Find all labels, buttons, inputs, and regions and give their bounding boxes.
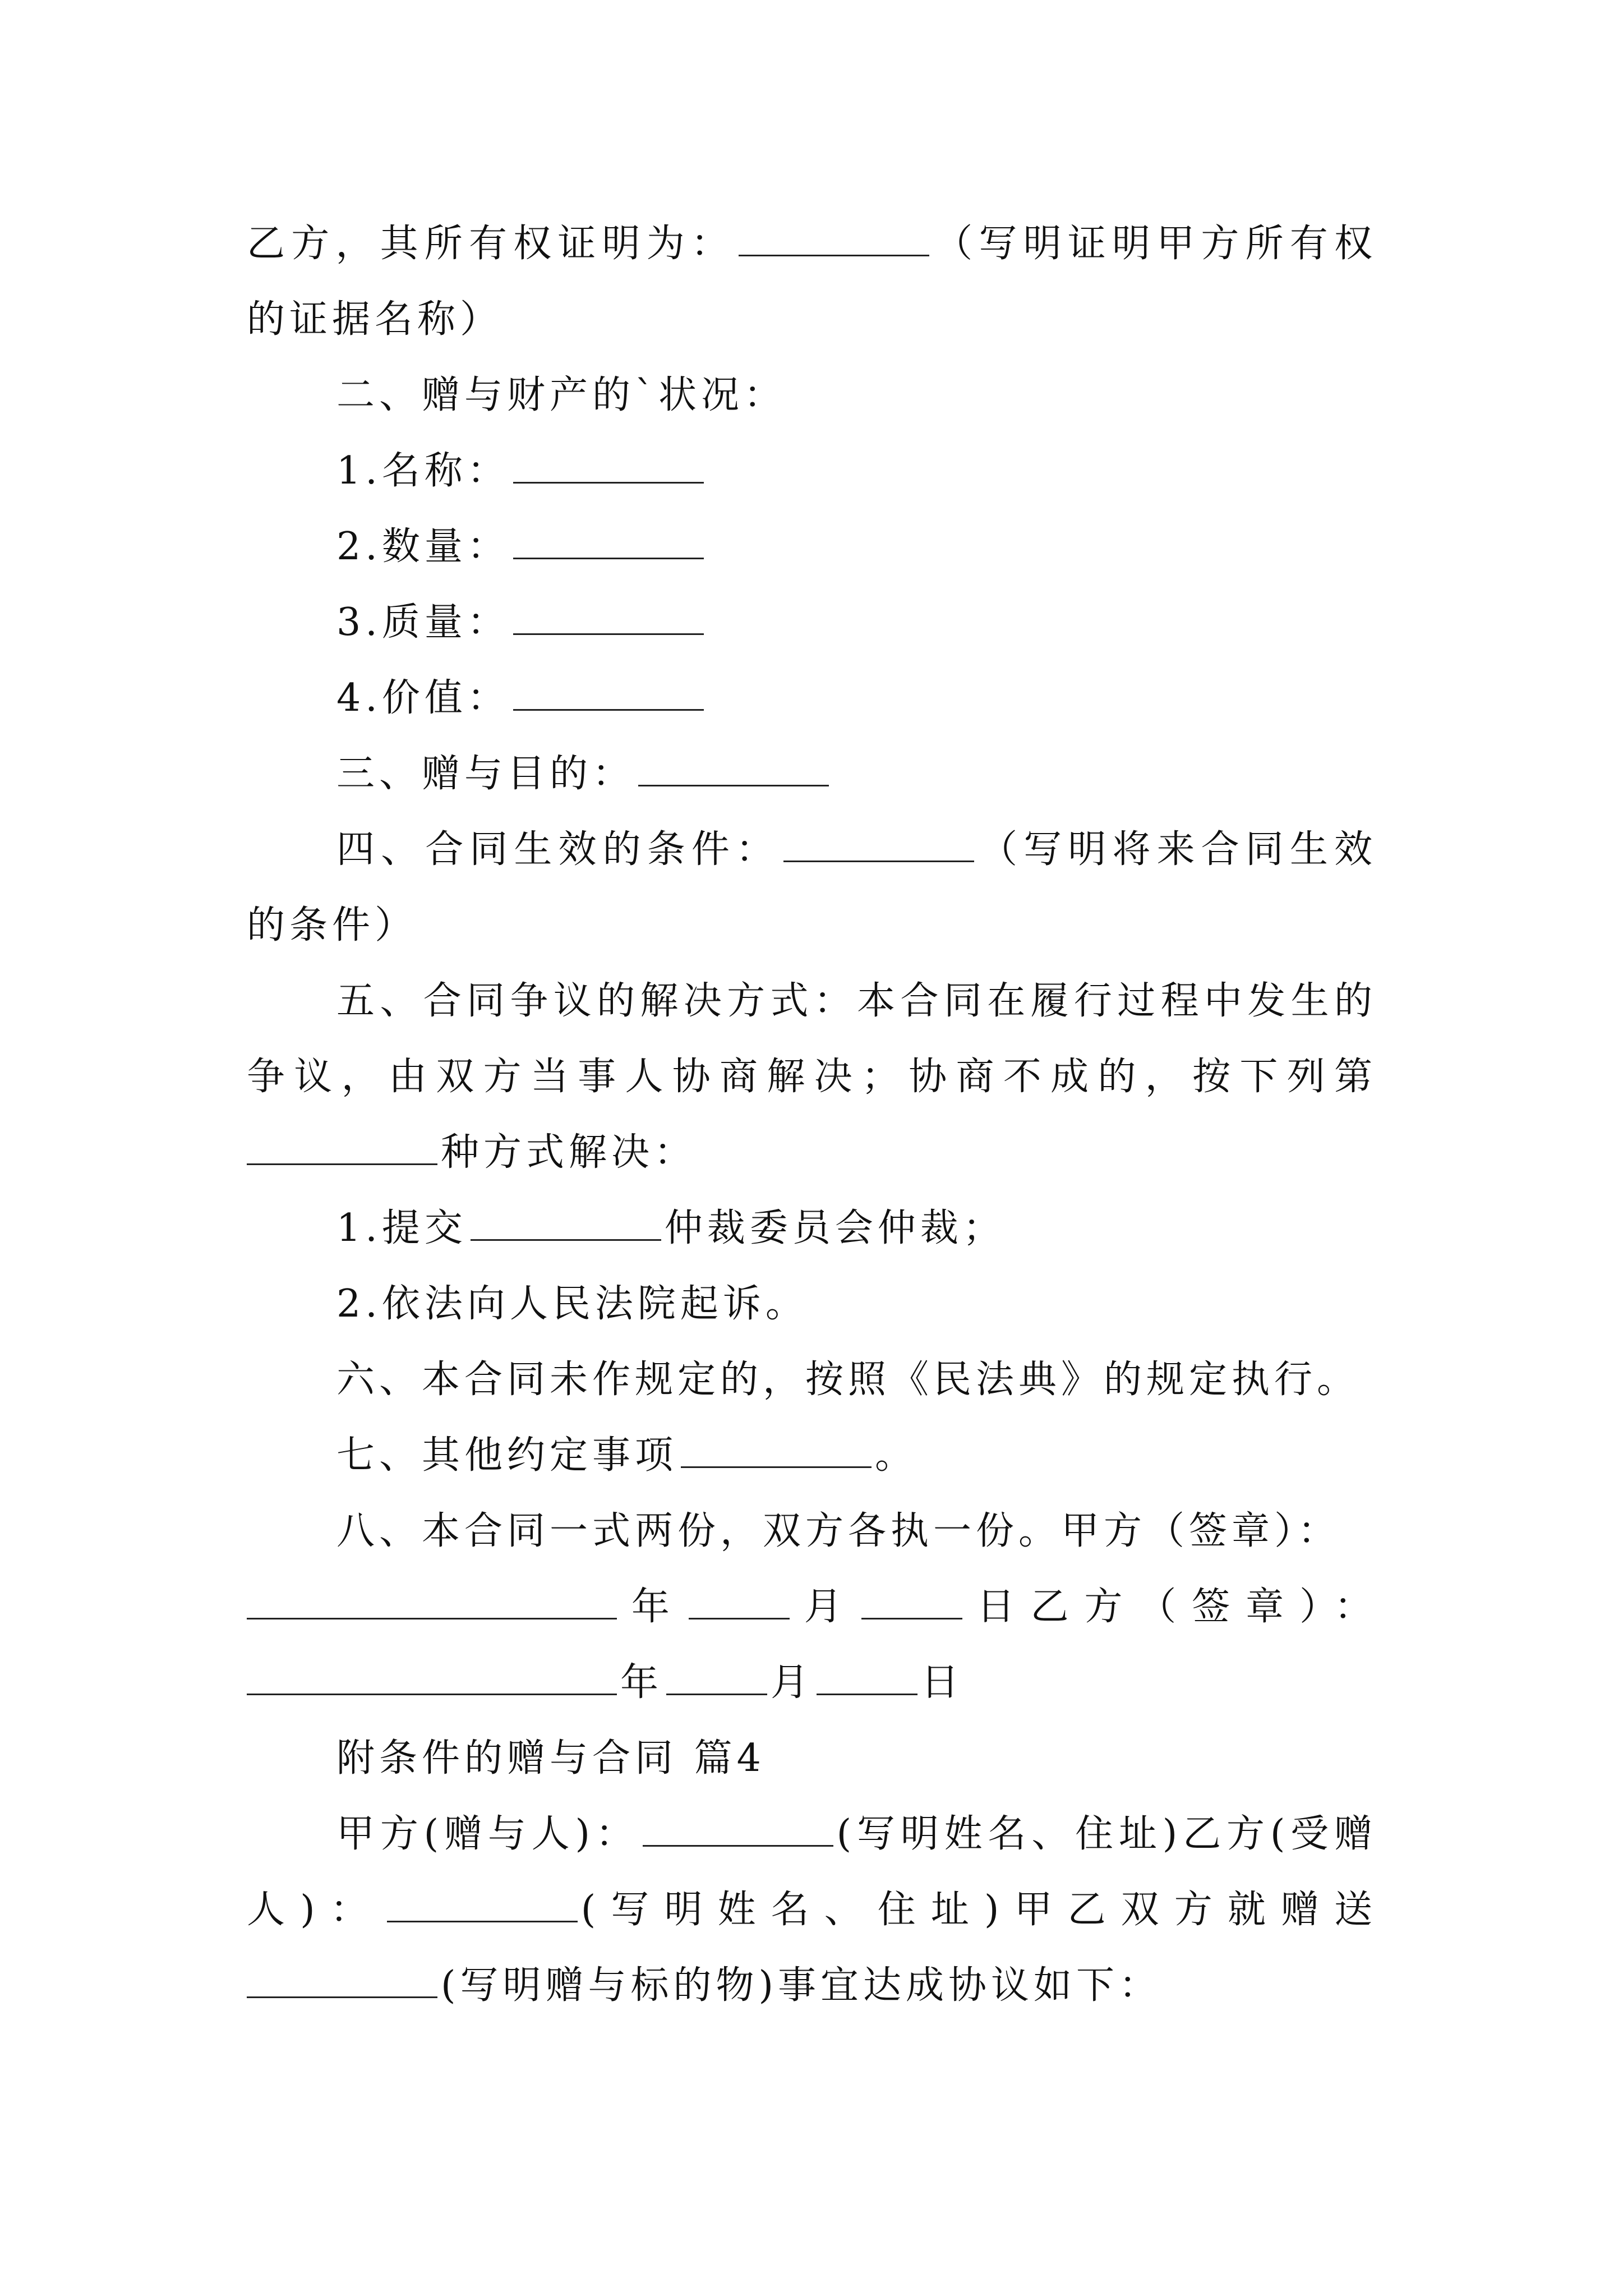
blank-line <box>666 1659 767 1695</box>
text-line: 五、合同争议的解决方式：本合同在履行过程中发生的 <box>336 979 1377 1023</box>
blank-line <box>689 1583 790 1619</box>
text-run: 月 <box>771 1660 814 1705</box>
text-run: (写明赠与标的物)事宜达成协议如下： <box>441 1963 1162 2008</box>
text-run: (写明姓名、住址)乙方(受赠 <box>836 1812 1377 1856</box>
blank-line <box>638 750 829 786</box>
text-run: （写明将来合同生效 <box>978 827 1377 872</box>
text-run: 1.提交 <box>336 1206 467 1250</box>
blank-line <box>247 1129 437 1165</box>
blank-line <box>471 1204 661 1241</box>
blank-line <box>643 1810 833 1847</box>
blank-line <box>247 1659 617 1695</box>
section-heading: 二、赠与财产的`状况： <box>336 373 787 417</box>
signature-line <box>247 1579 1377 1635</box>
article-title: 附条件的赠与合同 篇4 <box>336 1736 766 1780</box>
text-run: 日 <box>921 1660 964 1705</box>
text-run: 年 <box>620 1660 663 1705</box>
text-run: 甲方(赠与人)： <box>336 1812 639 1856</box>
blank-line <box>513 674 704 711</box>
text-run: 年 <box>620 1585 685 1629</box>
text-run: 乙方，其所有权证明为： <box>247 222 736 266</box>
text-run: 月 <box>792 1585 858 1629</box>
text-run: 日乙方（签章）： <box>965 1585 1377 1629</box>
blank-line <box>387 1886 578 1922</box>
text-line: 六、本合同未作规定的，按照《民法典》的规定执行。 <box>336 1358 1360 1402</box>
blank-line <box>513 447 704 484</box>
text-line <box>247 1882 1377 1938</box>
text-run: 。 <box>875 1433 918 1478</box>
text-line: 争议，由双方当事人协商解决；协商不成的，按下列第 <box>247 1055 1377 1099</box>
text-line <box>336 1428 917 1484</box>
text-line: 八、本合同一式两份，双方各执一份。甲方（签章）： <box>336 1509 1341 1553</box>
text-run: 种方式解决： <box>441 1130 697 1175</box>
blank-line <box>513 523 704 559</box>
item-label: 2.数量： <box>336 524 510 569</box>
text-run: 三、赠与目的： <box>336 752 635 796</box>
list-item <box>336 519 707 575</box>
text-run: 七、其他约定事项 <box>336 1433 678 1478</box>
text-run: 人)： <box>247 1888 384 1932</box>
text-run: 仲裁委员会仲裁； <box>664 1206 1006 1250</box>
text-line <box>336 822 1377 878</box>
list-item <box>336 443 707 499</box>
text-line: 的证据名称） <box>247 297 503 342</box>
text-line <box>247 1125 697 1181</box>
text-line <box>336 1806 1377 1862</box>
text-line <box>247 1958 1161 2014</box>
blank-line <box>861 1583 962 1619</box>
blank-line <box>513 599 704 635</box>
item-label: 1.名称： <box>336 449 510 493</box>
blank-line <box>247 1583 617 1619</box>
item-label: 4.价值： <box>336 676 510 720</box>
text-line <box>247 216 1377 272</box>
text-run: 四、合同生效的条件： <box>336 827 781 872</box>
text-line: 的条件） <box>247 903 418 947</box>
signature-line <box>247 1655 963 1711</box>
blank-line <box>681 1432 872 1468</box>
text-run: （写明证明甲方所有权 <box>933 222 1377 266</box>
list-item <box>336 1200 1006 1257</box>
list-item <box>336 595 707 651</box>
blank-line <box>783 826 974 862</box>
blank-line <box>739 220 929 256</box>
text-run: (写明姓名、住址)甲乙双方就赠送 <box>580 1888 1377 1932</box>
item-label: 3.质量： <box>336 600 510 645</box>
blank-line <box>247 1962 437 1998</box>
section-heading <box>336 746 832 802</box>
blank-line <box>817 1659 917 1695</box>
list-item <box>336 670 707 726</box>
list-item: 2.依法向人民法院起诉。 <box>336 1282 808 1326</box>
